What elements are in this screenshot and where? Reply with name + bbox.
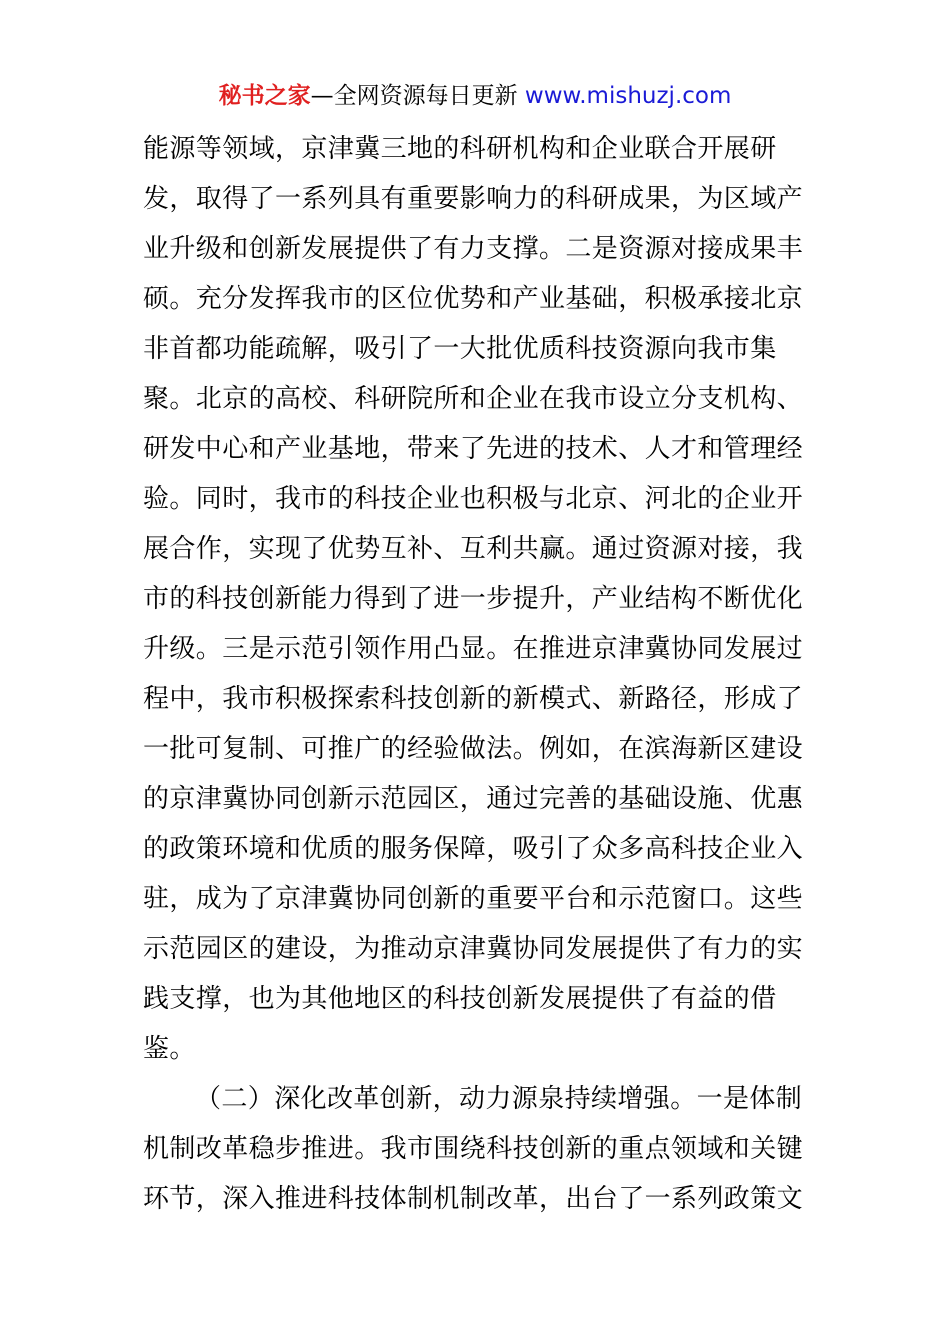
text-line: 升级。三是示范引领作用凸显。在推进京津冀协同发展过 bbox=[143, 634, 804, 664]
text-line: 的政策环境和优质的服务保障，吸引了众多高科技企业入 bbox=[143, 834, 804, 864]
text-line: 能源等领域，京津冀三地的科研机构和企业联合开展研 bbox=[143, 134, 777, 164]
text-line-indented: （二）深化改革创新，动力源泉持续增强。一是体制 bbox=[195, 1084, 803, 1114]
text-line: 聚。北京的高校、科研院所和企业在我市设立分支机构、 bbox=[143, 384, 804, 414]
text-line: 展合作，实现了优势互补、互利共赢。通过资源对接，我 bbox=[143, 534, 804, 564]
text-line: 环节，深入推进科技体制机制改革，出台了一系列政策文 bbox=[143, 1184, 804, 1214]
text-line: 研发中心和产业基地，带来了先进的技术、人才和管理经 bbox=[143, 434, 804, 464]
header-brand: 秘书之家 bbox=[218, 83, 311, 109]
page-header bbox=[0, 78, 950, 114]
text-line: 鉴。 bbox=[143, 1034, 196, 1064]
header-slogan: —全网资源每日更新 bbox=[310, 83, 525, 109]
text-line: 硕。充分发挥我市的区位优势和产业基础，积极承接北京 bbox=[143, 284, 804, 314]
text-line: 程中，我市积极探索科技创新的新模式、新路径，形成了 bbox=[143, 684, 804, 714]
text-line: 验。同时，我市的科技企业也积极与北京、河北的企业开 bbox=[143, 484, 804, 514]
text-line: 践支撑，也为其他地区的科技创新发展提供了有益的借 bbox=[143, 984, 777, 1014]
header-site-link[interactable]: www.mishuzj.com bbox=[524, 83, 732, 109]
text-line: 一批可复制、可推广的经验做法。例如，在滨海新区建设 bbox=[143, 734, 804, 764]
text-line: 的京津冀协同创新示范园区，通过完善的基础设施、优惠 bbox=[143, 784, 804, 814]
text-line: 业升级和创新发展提供了有力支撑。二是资源对接成果丰 bbox=[143, 234, 804, 264]
document-body bbox=[143, 124, 809, 1224]
text-line: 机制改革稳步推进。我市围绕科技创新的重点领域和关键 bbox=[143, 1134, 804, 1164]
text-line: 驻，成为了京津冀协同创新的重要平台和示范窗口。这些 bbox=[143, 884, 804, 914]
text-line: 市的科技创新能力得到了进一步提升，产业结构不断优化 bbox=[143, 584, 804, 614]
text-line: 示范园区的建设，为推动京津冀协同发展提供了有力的实 bbox=[143, 934, 804, 964]
text-line: 发，取得了一系列具有重要影响力的科研成果，为区域产 bbox=[143, 184, 804, 214]
text-line: 非首都功能疏解，吸引了一大批优质科技资源向我市集 bbox=[143, 334, 777, 364]
